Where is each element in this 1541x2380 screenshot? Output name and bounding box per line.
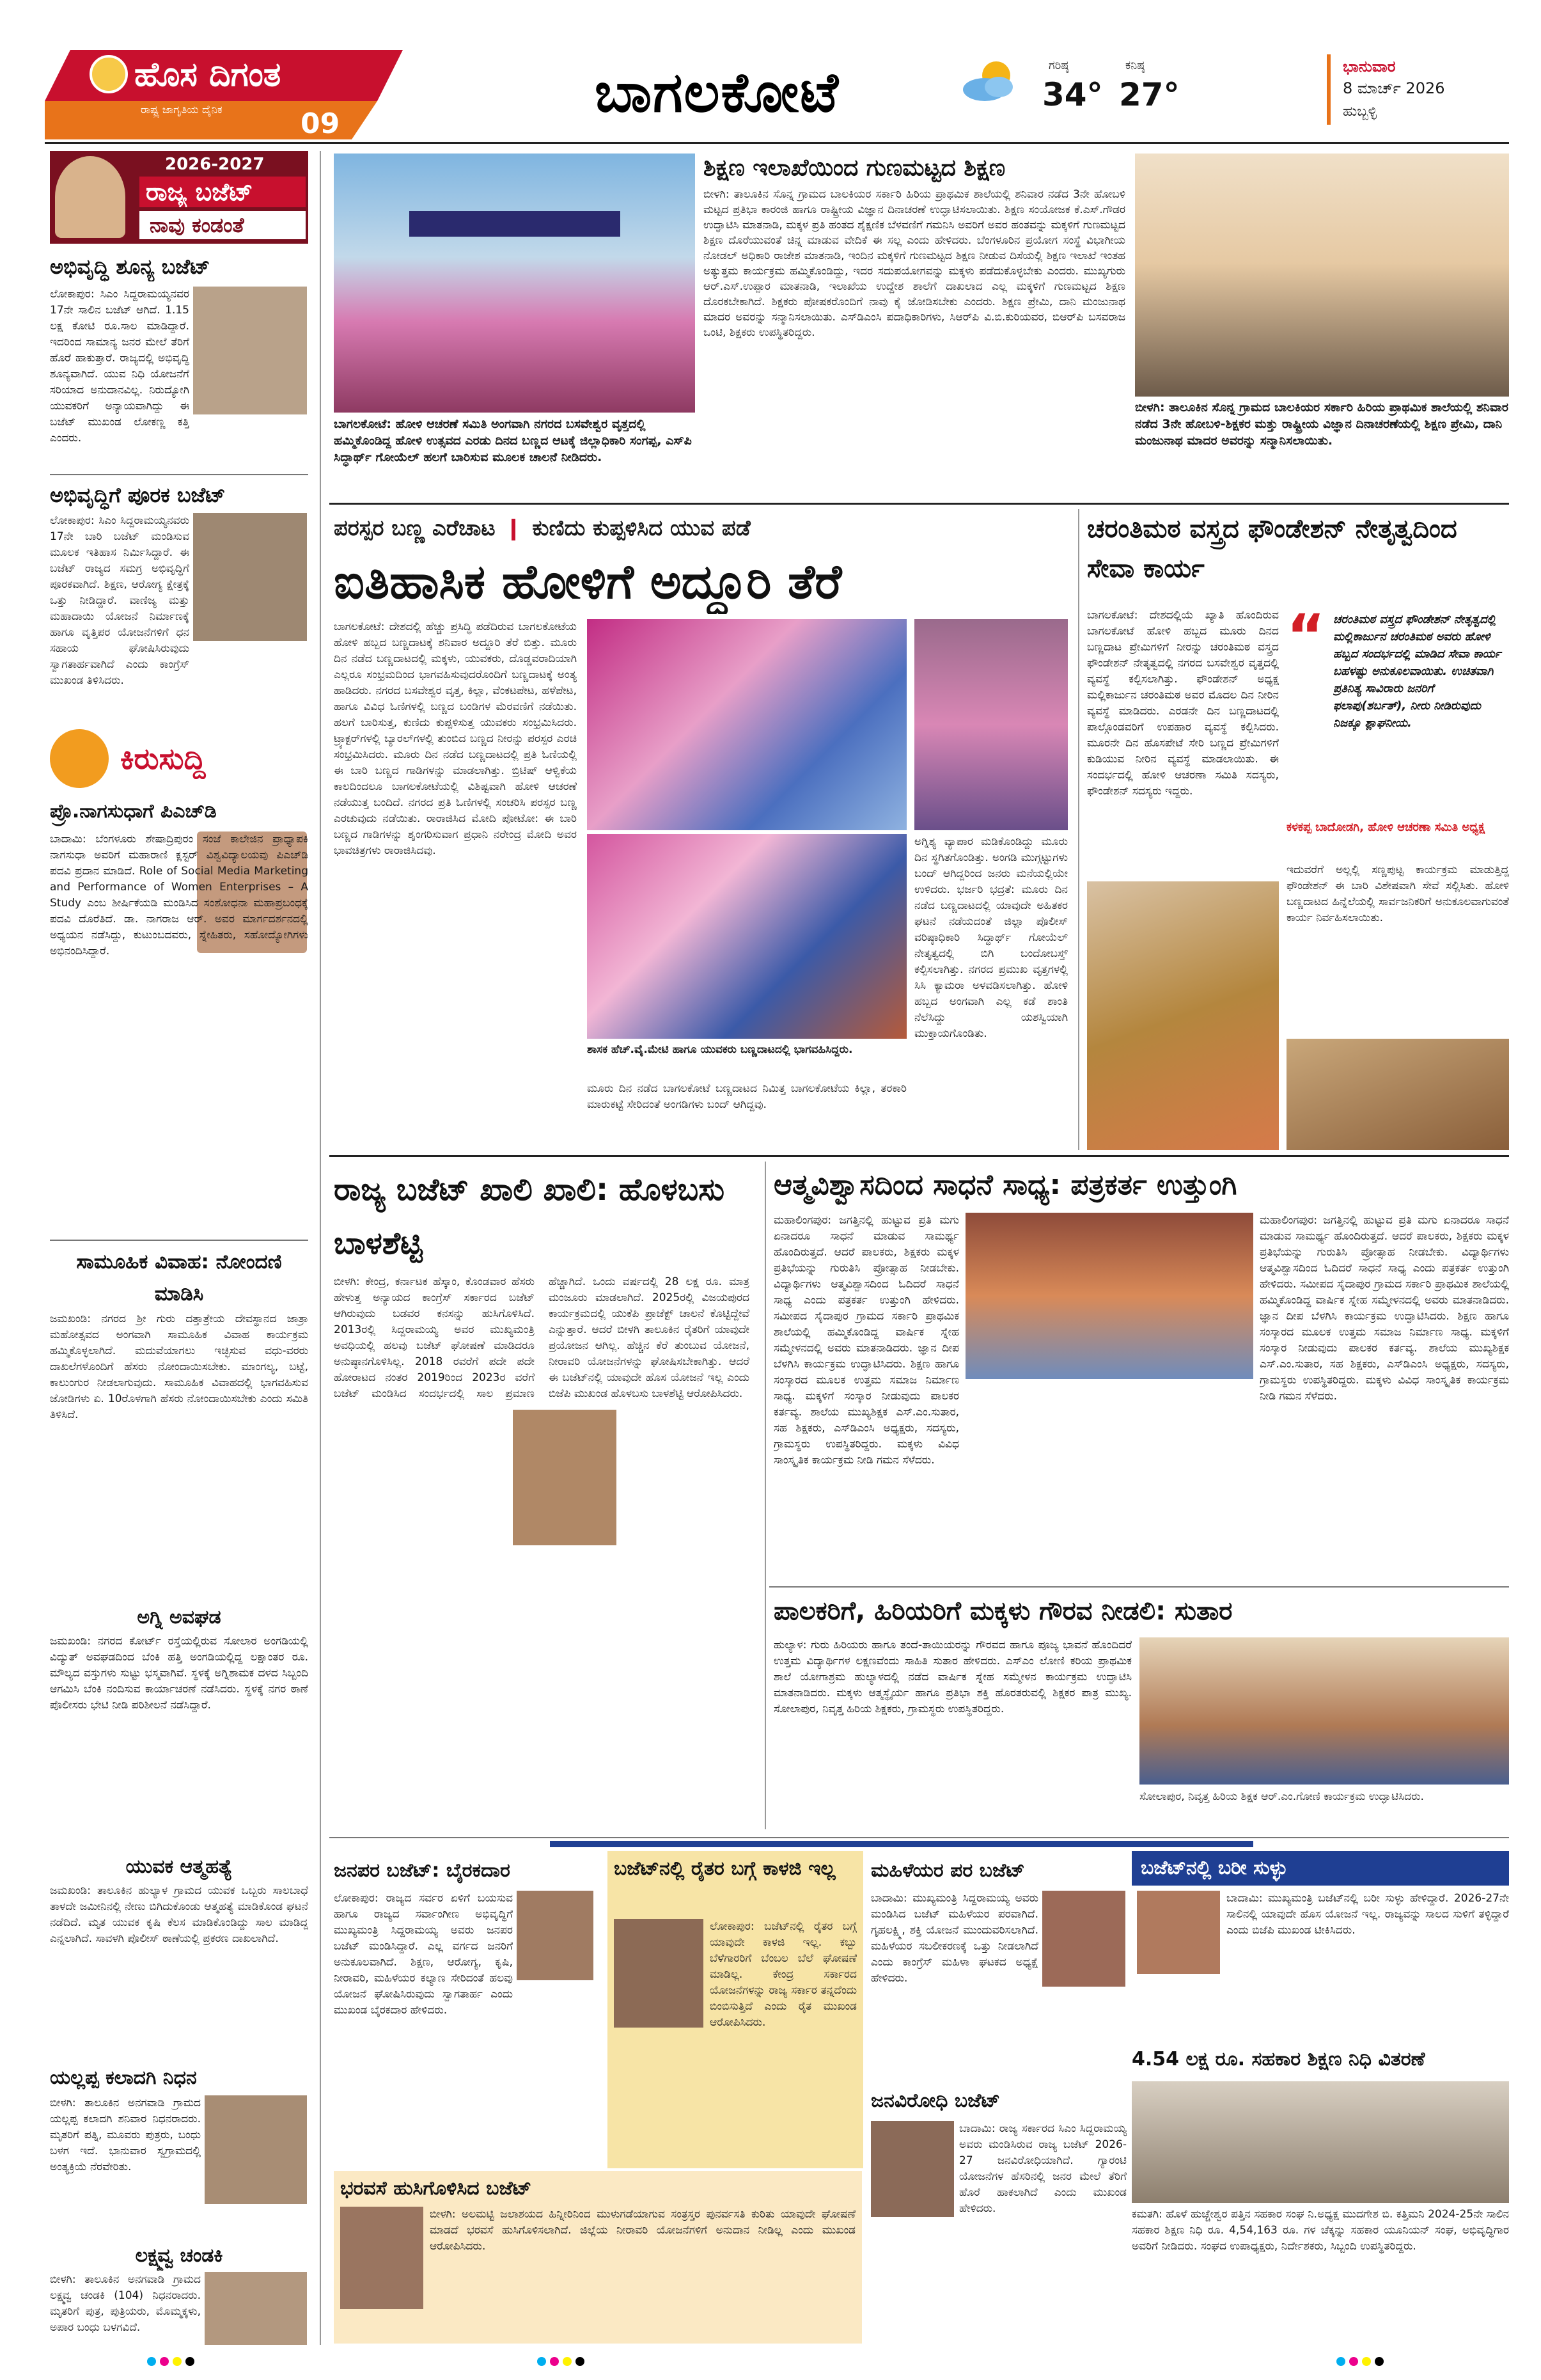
hand-icon: [50, 729, 109, 788]
atma-photo: [966, 1213, 1253, 1379]
bottom-story-6-photo: [871, 2121, 954, 2217]
atma-body-right: ಮಹಾಲಿಂಗಪುರ: ಜಗತ್ತಿನಲ್ಲಿ ಹುಟ್ಟುವ ಪ್ರತಿ ಮಗು ಏನಾದರೂ ಸಾಧನೆ ಮಾಡುವ ಸಾಮರ್ಥ್ಯ ಹೊಂದಿರುತ್ತದೆ. ಆದರೆ ಪಾಲಕರು, ಶಿಕ್ಷಕರು ಮಕ್ಕಳ ಪ್ರತಿಭೆಯನ್ನು ಗುರುತಿಸಿ ಪ್ರೋತ್ಸಾಹ ನೀಡಬೇಕು. ವಿದ್ಯಾರ್ಥಿಗಳು ಆತ್ಮವಿಶ್ವಾಸದಿಂದ ಓದಿದರೆ ಸಾಧನೆ ಸಾಧ್ಯ ಎಂದು ಪತ್ರಕರ್ತ ಉತ್ತುಂಗಿ ಹೇಳಿದರು. ಸಮೀಪದ ಸೈದಾಪುರ ಗ್ರಾಮದ ಸರ್ಕಾರಿ ಪ್ರಾಥಮಿಕ ಶಾಲೆಯಲ್ಲಿ ಹಮ್ಮಿಕೊಂಡಿದ್ದ ವಾರ್ಷಿಕ ಸ್ನೇಹ ಸಮ್ಮೇಳನದಲ್ಲಿ ಅವರು ಮಾತನಾಡಿದರು. ಜ್ಞಾನ ದೀಪ ಬೆಳಗಿಸಿ ಕಾರ್ಯಕ್ರಮ ಉದ್ಘಾಟಿಸಿದರು. ಶಿಕ್ಷಣ ಹಾಗೂ ಸಂಸ್ಕಾರದ ಮೂಲಕ ಉತ್ತಮ ಸಮಾಜ ನಿರ್ಮಾಣ ಸಾಧ್ಯ. ಮಕ್ಕಳಿಗೆ ಸಂಸ್ಕಾರ ನೀಡುವುದು ಪಾಲಕರ ಕರ್ತವ್ಯ. ಶಾಲೆಯ ಮುಖ್ಯಶಿಕ್ಷಕ ಎಸ್.ಎಂ.ಸುತಾರ, ಸಹ ಶಿಕ್ಷಕರು, ಎಸ್‌ಡಿಎಂಸಿ ಅಧ್ಯಕ್ಷರು, ಸದಸ್ಯರು, ಗ್ರಾಮಸ್ಥರು ಉಪಸ್ಥಿತರಿದ್ದರು. ಮಕ್ಕಳು ವಿವಿಧ ಸಾಂಸ್ಕೃತಿಕ ಕಾರ್ಯಕ್ರಮ ನೀಡಿ ಗಮನ ಸೆಳೆದರು.: [1260, 1214, 1509, 1403]
brand-logo-icon: [90, 55, 128, 93]
bottom-story-4-title: ಬಜೆಟ್‌ನಲ್ಲಿ ಬರೀ ಸುಳ್ಳು: [1141, 1857, 1288, 1879]
palakar-photo: [1139, 1637, 1509, 1785]
top-right-photo: [1135, 154, 1509, 397]
left-story-5-body: ಜಮಖಂಡಿ: ನಗರದ ಕೋರ್ಟ್ ರಸ್ತೆಯಲ್ಲಿರುವ ಸೋಲಾರ ಅಂಗಡಿಯಲ್ಲಿ ವಿದ್ಯುತ್ ಅವಘಡದಿಂದ ಬೆಂಕಿ ಹತ್ತಿ ಅಂಗಡಿಯಲ್ಲಿದ್ದ ಲಕ್ಷಾಂತರ ರೂ. ಮೌಲ್ಯದ ವಸ್ತುಗಳು ಸುಟ್ಟು ಭಸ್ಮವಾಗಿವೆ. ಸ್ಥಳಕ್ಕೆ ಅಗ್ನಿಶಾಮಕ ದಳದ ಸಿಬ್ಬಂದಿ ಆಗಮಿಸಿ ಬೆಂಕಿ ನಂದಿಸುವ ಕಾರ್ಯಾಚರಣೆ ನಡೆಸಿದರು. ಸ್ಥಳಕ್ಕೆ ನಗರ ಠಾಣೆ ಪೊಲೀಸರು ಭೇಟಿ ನೀಡಿ ಪರಿಶೀಲನೆ ನಡೆಸಿದ್ದಾರೆ.: [50, 1635, 308, 1712]
palakar-rule: [769, 1586, 1509, 1588]
budget-subtitle: ನಾವು ಕಂಡಂತೆ: [139, 211, 306, 239]
left-story-8-photo: [205, 2272, 307, 2345]
bottom-story-1-title: ಜನಪರ ಬಜೆಟ್: ಬೈರಕದಾರ: [334, 1859, 510, 1882]
left-story-1-title: ಅಭಿವೃದ್ಧಿ ಶೂನ್ಯ ಬಜೆಟ್: [50, 255, 210, 279]
charantimath-title: ಚರಂತಿಮಠ ವಸ್ತ್ರದ ಫೌಂಡೇಶನ್ ನೇತೃತ್ವದಿಂದ ಸೇವಾ ಕಾರ್ಯ: [1087, 514, 1457, 583]
bottom-story-7-photo: [1132, 2081, 1509, 2203]
budget-box: [50, 151, 308, 244]
bottom-story-1-body: ಲೋಕಾಪುರ: ರಾಜ್ಯದ ಸರ್ವರ ಏಳಿಗೆ ಬಯಸುವ ಹಾಗೂ ರಾಜ್ಯದ ಸರ್ವಾಂಗೀಣ ಅಭಿವೃದ್ಧಿಗೆ ಮುಖ್ಯಮಂತ್ರಿ ಸಿದ್ದರಾಮಯ್ಯ ಅವರು ಜನಪರ ಬಜೆಟ್ ಮಂಡಿಸಿದ್ದಾರೆ. ಎಲ್ಲ ವರ್ಗದ ಜನರಿಗೆ ಅನುಕೂಲವಾಗಿದೆ. ಶಿಕ್ಷಣ, ಆರೋಗ್ಯ, ಕೃಷಿ, ನೀರಾವರಿ, ಮಹಿಳೆಯರ ಕಲ್ಯಾಣ ಸೇರಿದಂತೆ ಹಲವು ಯೋಜನೆ ಘೋಷಿಸಿರುವುದು ಸ್ವಾಗತಾರ್ಹ ಎಂದು ಮುಖಂಡ ಬೈರಕದಾರ ಹೇಳಿದರು.: [334, 1892, 513, 2017]
budget-story-body-a: ಬೀಳಗಿ: ಕೇಂದ್ರ, ಕರ್ನಾಟಕ ಹೆಸ್ಕಾಂ, ಕೊಂಡವಾರ ಹೆಸರು ಹೇಳುತ್ತ ಅನ್ಯಾಯದ ಕಾಂಗ್ರೆಸ್ ಸರ್ಕಾರದ ಬಜೆಟ್ ಆಗಿರುವುದು ಬಡವರ ಕನಸನ್ನು ಹುಸಿಗೊಳಿಸಿದೆ. 2013ರಲ್ಲಿ ಸಿದ್ದರಾಮಯ್ಯ ಅವರ ಮುಖ್ಯಮಂತ್ರಿ ಅವಧಿಯಲ್ಲಿ ಹಲವು ಬಜೆಟ್ ಘೋಷಣೆ ಮಾಡಿದರೂ ಅನುಷ್ಠಾನಗೊಳಿಸಿಲ್ಲ. 2018 ರವರೆಗೆ ಪದೇ ಪದೇ ಹೋರಾಟದ ನಂತರ 2019ರಿಂದ 2023ರ ವರೆಗೆ ಬಜೆಟ್ ಮಂಡಿಸಿದ ಸಂದರ್ಭದಲ್ಲಿ ಸಾಲ ಪ್ರಮಾಣ ಹೆಚ್ಚಾಗಿದೆ. ಒಂದು ವರ್ಷದಲ್ಲಿ 28 ಲಕ್ಷ ರೂ. ಮಾತ್ರ ಮಂಜೂರು ಮಾಡಲಾಗಿದೆ. 2025ರಲ್ಲಿ ವಿಜಯಪುರದ ಕಾರ್ಯಕ್ರಮದಲ್ಲಿ ಯುಕೆಪಿ ಪ್ರಾಜೆಕ್ಟ್ ಚಾಲನೆ ಕೊಟ್ಟಿದ್ದೇವೆ ಎನ್ನುತ್ತಾರೆ. ಆದರೆ ಬೀಳಗಿ ತಾಲೂಕಿನ ರೈತರಿಗೆ ಯಾವುದೇ ಪ್ರಯೋಜನ ಆಗಿಲ್ಲ. ಹೆಚ್ಚಿನ ಕೆರೆ ತುಂಬುವ ಯೋಜನೆ, ನೀರಾವರಿ ಯೋಜನೆಗಳನ್ನು ಘೋಷಿಸಬೇಕಾಗಿತ್ತು. ಆದರೆ ಈ ಬಜೆಟ್‌ನಲ್ಲಿ ಯಾವುದೇ ಹೊಸ ಯೋಜನೆ ಇಲ್ಲ ಎಂದು ಬಿಜೆಪಿ ಮುಖಂಡ ಹೊಳಬಸು ಬಾಳಶೆಟ್ಟಿ ಆರೋಪಿಸಿದರು.: [334, 1275, 749, 1400]
left-story-2-title: ಅಭಿವೃದ್ಧಿಗೆ ಪೂರಕ ಬಜೆಟ್: [50, 483, 226, 507]
palakar-body: ಹುಲ್ಯಾಳ: ಗುರು ಹಿರಿಯರು ಹಾಗೂ ತಂದೆ-ತಾಯಿಯರನ್ನು ಗೌರವದ ಹಾಗೂ ಪೂಜ್ಯ ಭಾವನೆ ಹೊಂದಿದರೆ ಉತ್ತಮ ವಿದ್ಯಾರ್ಥಿಗಳ ಲಕ್ಷಣವೆಂದು ಸಾಹಿತಿ ಸುತಾರ ಹೇಳಿದರು. ಎಸ್‌ಎಂ ಲೋಣಿ ಕರಿಯ ಪ್ರಾಥಮಿಕ ಶಾಲೆ ಯೋಗಾಶ್ರಮ ಹುಲ್ಯಾಳದಲ್ಲಿ ನಡೆದ ವಾರ್ಷಿಕ ಸ್ನೇಹ ಸಮ್ಮೇಳನ ಕಾರ್ಯಕ್ರಮ ಉದ್ಘಾಟಿಸಿ ಮಾತನಾಡಿದರು. ಮಕ್ಕಳು ಆತ್ಮಸ್ಥೈರ್ಯ ಹಾಗೂ ಪ್ರತಿಭಾ ಶಕ್ತಿ ಹೊರತರುವಲ್ಲಿ ಶಿಕ್ಷಕರ ಪಾತ್ರ ಮುಖ್ಯ. ಸೋಲಾಪುರ, ನಿವೃತ್ತ ಹಿರಿಯ ಶಿಕ್ಷಕರು, ಗ್ರಾಮಸ್ಥರು ಉಪಸ್ಥಿತರಿದ್ದರು.: [774, 1639, 1132, 1715]
top-story-body: ಬೀಳಗಿ: ತಾಲೂಕಿನ ಸೊನ್ನ ಗ್ರಾಮದ ಬಾಲಕಿಯರ ಸರ್ಕಾರಿ ಹಿರಿಯ ಪ್ರಾಥಮಿಕ ಶಾಲೆಯಲ್ಲಿ ಶನಿವಾರ ನಡೆದ 3ನೇ ಹೋಬಳಿ ಮಟ್ಟದ ಪ್ರತಿಭಾ ಕಾರಂಜಿ ಹಾಗೂ ರಾಷ್ಟ್ರೀಯ ವಿಜ್ಞಾನ ದಿನಾಚರಣೆ ಉದ್ಘಾಟಿಸಲಾಯಿತು. ಶಿಕ್ಷಣ ಸಂಯೋಜಕ ಕೆ.ಎಸ್.ಗೌಡರ ಉದ್ಘಾಟಿಸಿ ಮಾತನಾಡಿ, ಮಕ್ಕಳ ಪ್ರತಿ ಹಂತದ ಶೈಕ್ಷಣಿಕ ಬೆಳವಣಿಗೆ ಗಮನಿಸಿ ಅವರಿಗೆ ಅವರ ಹಂತವನ್ನು ಮಕ್ಕಳಿಗೆ ಗುಣಮಟ್ಟದ ಶಿಕ್ಷಣ ದೊರೆಯುವಂತೆ ಚಿನ್ನ ಮಾಡುವ ವೇದಿಕೆ ಈ ಸಲ್ಲ ಎಂದು ಹೇಳಿದರು. ಬೆಂಗಳೂರಿನ ಪ್ರಯೋಗ ಸಂಸ್ಥೆ ವಿಭಾಗೀಯ ನೋಡಲ್ ಅಧಿಕಾರಿ ರಾಜೇಶ ಮಾತನಾಡಿ, ಇಂದಿನ ಮಕ್ಕಳಿಗೆ ಗುಣಮಟ್ಟದ ಶಿಕ್ಷಣ ನೀಡುವ ದಿಸೆಯಲ್ಲಿ ಶಿಕ್ಷಣ ಇಲಾಖೆ ಇಂತಹ ಅತ್ಯುತ್ತಮ ಕಾರ್ಯಕ್ರಮ ಹಮ್ಮಿಕೊಂಡಿದ್ದು, ಇದರ ಸದುಪಯೋಗವನ್ನು ಮಕ್ಕಳು ಪಡೆದುಕೊಳ್ಳಬೇಕು ಎಂದರು. ಮುಖ್ಯಗುರು ಆರ್.ಎಸ್.ಉಪ್ಪಾರ ಮಾತನಾಡಿ, ಇಲಾಖೆಯ ಉದ್ದೇಶ ಶಾಲೆಗೆ ದಾಖಲಾದ ಎಲ್ಲ ಮಕ್ಕಳಿಗೆ ಗುಣಮಟ್ಟದ ಶಿಕ್ಷಣ ದೊರಕಬೇಕಾಗಿದೆ. ಶಿಕ್ಷಕರು ಪೋಷಕರೊಂದಿಗೆ ನಾವು ಕೈ ಜೋಡಿಸಬೇಕು ಎಂದರು. ಶಿಕ್ಷಣ ಪ್ರೇಮಿ, ದಾನಿ ಮಂಜುನಾಥ ಮಾದರ ಅವರನ್ನು ಸನ್ಮಾನಿಸಲಾಯಿತು. ಎಸ್‌ಡಿಎಂಸಿ ಪದಾಧಿಕಾರಿಗಳು, ಸಿಆರ್‌ಪಿ ವಿ.ಬಿ.ಕುರಿಯವರ, ಬಿಆರ್‌ಪಿ ಬಸವರಾಜ ಒಂಟಿ, ಶಿಕ್ಷಕರು ಉಪಸ್ಥಿತರಿದ್ದರು.: [703, 188, 1125, 339]
min-temp-label: ಕನಿಷ್ಠ: [1125, 59, 1145, 72]
bottom-section-rule: [329, 1837, 1509, 1838]
bottom-story-3-body: ಬಾದಾಮಿ: ಮುಖ್ಯಮಂತ್ರಿ ಸಿದ್ದರಾಮಯ್ಯ ಅವರು ಮಂಡಿಸಿದ ಬಜೆಟ್ ಮಹಿಳೆಯರ ಪರವಾಗಿದೆ. ಗೃಹಲಕ್ಷ್ಮಿ, ಶಕ್ತಿ ಯೋಜನೆ ಮುಂದುವರಿಸಲಾಗಿದೆ. ಮಹಿಳೆಯರ ಸಬಲೀಕರಣಕ್ಕೆ ಒತ್ತು ನೀಡಲಾಗಿದೆ ಎಂದು ಕಾಂಗ್ರೆಸ್ ಮಹಿಳಾ ಘಟಕದ ಅಧ್ಯಕ್ಷೆ ಹೇಳಿದರು.: [871, 1892, 1038, 1985]
mid-row-rule: [329, 1155, 1509, 1157]
top-row-rule: [329, 503, 1509, 505]
left-divider-1: [50, 474, 308, 475]
bottom-story-5-box: [334, 2171, 862, 2344]
bottom-story-4-photo: [1137, 1891, 1220, 1974]
holi-body: ಬಾಗಲಕೋಟೆ: ದೇಶದಲ್ಲಿ ಹೆಚ್ಚು ಪ್ರಸಿದ್ಧಿ ಪಡೆದಿರುವ ಬಾಗಲಕೋಟೆಯ ಹೋಳಿ ಹಬ್ಬದ ಬಣ್ಣದಾಟಕ್ಕೆ ಶನಿವಾರ ಅದ್ದೂರಿ ತೆರೆ ಬಿತ್ತು. ಮೂರು ದಿನ ನಡೆದ ಬಣ್ಣದಾಟದಲ್ಲಿ ಮಕ್ಕಳು, ಯುವಕರು, ದೊಡ್ಡವರಾದಿಯಾಗಿ ಎಲ್ಲರೂ ಸಂಭ್ರಮದಿಂದ ಭಾಗವಹಿಸುವುದರೊಂದಿಗೆ ಬಣ್ಣದಾಟಕ್ಕೆ ಅಂತ್ಯ ಹಾಡಿದರು. ನಗರದ ಬಸವೇಶ್ವರ ವೃತ್ತ, ಕಿಲ್ಲಾ, ವೆಂಕಟಪೇಟ, ಹಳೆಪೇಟ, ಹಾಗೂ ವಿವಿಧ ಓಣಿಗಳಲ್ಲಿ ಬಣ್ಣದ ಬಂಡಿಗಳ ಮೆರವಣಿಗೆ ನಡೆಯಿತು. ಹಲಗೆ ಬಾರಿಸುತ್ತ, ಕುಣಿದು ಕುಪ್ಪಳಿಸುತ್ತ ಯುವಕರು ಸಂಭ್ರಮಿಸಿದರು. ಟ್ರ್ಯಾಕ್ಟರ್‌ಗಳಲ್ಲಿ ಬ್ಯಾರಲ್‌ಗಳಲ್ಲಿ ತುಂಬಿದ ಬಣ್ಣದ ನೀರನ್ನು ಪರಸ್ಪರ ಎರಚಿ ಸಂಭ್ರಮಿಸಿದರು. ಮೂರು ದಿನ ನಡೆದ ಬಣ್ಣದಾಟದಲ್ಲಿ ಪ್ರತಿ ಓಣಿಯಲ್ಲಿ ಈ ಬಾರಿ ಬಣ್ಣದ ಗಾಡಿಗಳನ್ನು ಮಾಡಲಾಗಿತ್ತು. ಬ್ರಿಟಿಷ್ ಆಳ್ವಿಕೆಯ ಕಾಲದಿಂದಲೂ ಬಾಗಲಕೋಟೆಯಲ್ಲಿ ವಿಶಿಷ್ಟವಾಗಿ ಹೋಳಿ ಆಚರಣೆ ನಡೆಯುತ್ತ ಬಂದಿದೆ. ನಗರದ ಪ್ರತಿ ಓಣಿಗಳಲ್ಲಿ ಸಂಚರಿಸಿ ಪರಸ್ಪರ ಬಣ್ಣ ಎರಚುವುದು ನಡೆಯಿತು. ರಾರಾಜಿಸಿದ ಮೋದಿ ಪೋಟೋ: ಈ ಬಾರಿ ಬಣ್ಣದ ಗಾಡಿಗಳನ್ನು ಶೃಂಗರಿಸುವಾಗ ಪ್ರಧಾನಿ ನರೇಂದ್ರ ಮೋದಿ ಅವರ ಭಾವಚಿತ್ರಗಳು ರಾರಾಜಿಸಿದವು.: [334, 620, 577, 857]
charantimath-quote: ಚರಂತಿಮಠ ವಸ್ತ್ರದ ಫೌಂಡೇಶನ್ ನೇತೃತ್ವದಲ್ಲಿ ಮಲ್ಲಿಕಾರ್ಜುನ ಚರಂತಿಮಠ ಅವರು ಹೋಳಿ ಹಬ್ಬದ ಸಂದರ್ಭದಲ್ಲಿ ಮಾಡಿದ ಸೇವಾ ಕಾರ್ಯ ಬಹಳಷ್ಟು ಅನುಕೂಲವಾಯಿತು. ಉಚಿತವಾಗಿ ಪ್ರತಿನಿತ್ಯ ಸಾವಿರಾರು ಜನರಿಗೆ ಫಲಾಪು(ಶರ್ಬತ್), ನೀರು ನೀಡಿರುವುದು ನಿಜಕ್ಕೂ ಶ್ಲಾಘನೀಯ.: [1333, 613, 1501, 730]
palakar-caption: ಸೋಲಾಪುರ, ನಿವೃತ್ತ ಹಿರಿಯ ಶಿಕ್ಷಕ ಆರ್.ಎಂ.ಗೋಣಿ ಕಾರ್ಯಕ್ರಮ ಉದ್ಘಾಟಿಸಿದರು.: [1139, 1790, 1424, 1803]
left-story-3-body: ಬಾದಾಮಿ: ಬೆಂಗಳೂರು ಶೇಷಾದ್ರಿಪುರಂ ಸಂಜೆ ಕಾಲೇಜಿನ ಪ್ರಾಧ್ಯಾಪಕಿ ನಾಗಸುಧಾ ಅವರಿಗೆ ಮಹಾರಾಣಿ ಕ್ಲಸ್ಟರ್ ವಿಶ್ವವಿದ್ಯಾಲಯವು ಪಿಎಚ್‌ಡಿ ಪದವಿ ಪ್ರದಾನ ಮಾಡಿದೆ. Role of Social Media Marketing and Performance of Women Enterprises – A Study ಎಂಬ ಶೀರ್ಷಿಕೆಯಡಿ ಮಂಡಿಸಿದ ಸಂಶೋಧನಾ ಮಹಾಪ್ರಬಂಧಕ್ಕೆ ಪದವಿ ದೊರೆತಿದೆ. ಡಾ. ನಾಗರಾಜ ಆರ್. ಅವರ ಮಾರ್ಗದರ್ಶನದಲ್ಲಿ ಅಧ್ಯಯನ ನಡೆಸಿದ್ದು, ಕುಟುಂಬದವರು, ಸ್ನೇಹಿತರು, ಸಹೋದ್ಯೋಗಿಗಳು ಅಭಿನಂದಿಸಿದ್ದಾರೆ.: [50, 833, 308, 958]
top-right-caption: ಬೀಳಗಿ: ತಾಲೂಕಿನ ಸೊನ್ನ ಗ್ರಾಮದ ಬಾಲಕಿಯರ ಸರ್ಕಾರಿ ಹಿರಿಯ ಪ್ರಾಥಮಿಕ ಶಾಲೆಯಲ್ಲಿ ಶನಿವಾರ ನಡೆದ 3ನೇ ಹೋಬಳಿ-ಶಿಕ್ಷಕರ ಮತ್ತು ರಾಷ್ಟ್ರೀಯ ವಿಜ್ಞಾನ ದಿನಾಚರಣೆಯಲ್ಲಿ ಶಿಕ್ಷಣ ಪ್ರೇಮಿ, ದಾನಿ ಮಂಜುನಾಥ ಮಾದರ ಅವರನ್ನು ಸನ್ಮಾನಿಸಲಾಯಿತು.: [1135, 400, 1508, 448]
palakar-title: ಪಾಲಕರಿಗೆ, ಹಿರಿಯರಿಗೆ ಮಕ್ಕಳು ಗೌರವ ನೀಡಲಿ: ಸುತಾರ: [774, 1596, 1233, 1626]
atma-body: ಮಹಾಲಿಂಗಪುರ: ಜಗತ್ತಿನಲ್ಲಿ ಹುಟ್ಟುವ ಪ್ರತಿ ಮಗು ಏನಾದರೂ ಸಾಧನೆ ಮಾಡುವ ಸಾಮರ್ಥ್ಯ ಹೊಂದಿರುತ್ತದೆ. ಆದರೆ ಪಾಲಕರು, ಶಿಕ್ಷಕರು ಮಕ್ಕಳ ಪ್ರತಿಭೆಯನ್ನು ಗುರುತಿಸಿ ಪ್ರೋತ್ಸಾಹ ನೀಡಬೇಕು. ವಿದ್ಯಾರ್ಥಿಗಳು ಆತ್ಮವಿಶ್ವಾಸದಿಂದ ಓದಿದರೆ ಸಾಧನೆ ಸಾಧ್ಯ ಎಂದು ಪತ್ರಕರ್ತ ಉತ್ತುಂಗಿ ಹೇಳಿದರು. ಸಮೀಪದ ಸೈದಾಪುರ ಗ್ರಾಮದ ಸರ್ಕಾರಿ ಪ್ರಾಥಮಿಕ ಶಾಲೆಯಲ್ಲಿ ಹಮ್ಮಿಕೊಂಡಿದ್ದ ವಾರ್ಷಿಕ ಸ್ನೇಹ ಸಮ್ಮೇಳನದಲ್ಲಿ ಅವರು ಮಾತನಾಡಿದರು. ಜ್ಞಾನ ದೀಪ ಬೆಳಗಿಸಿ ಕಾರ್ಯಕ್ರಮ ಉದ್ಘಾಟಿಸಿದರು. ಶಿಕ್ಷಣ ಹಾಗೂ ಸಂಸ್ಕಾರದ ಮೂಲಕ ಉತ್ತಮ ಸಮಾಜ ನಿರ್ಮಾಣ ಸಾಧ್ಯ. ಮಕ್ಕಳಿಗೆ ಸಂಸ್ಕಾರ ನೀಡುವುದು ಪಾಲಕರ ಕರ್ತವ್ಯ. ಶಾಲೆಯ ಮುಖ್ಯಶಿಕ್ಷಕ ಎಸ್.ಎಂ.ಸುತಾರ, ಸಹ ಶಿಕ್ಷಕರು, ಎಸ್‌ಡಿಎಂಸಿ ಅಧ್ಯಕ್ಷರು, ಸದಸ್ಯರು, ಗ್ರಾಮಸ್ಥರು ಉಪಸ್ಥಿತರಿದ್ದರು. ಮಕ್ಕಳು ವಿವಿಧ ಸಾಂಸ್ಕೃತಿಕ ಕಾರ್ಯಕ್ರಮ ನೀಡಿ ಗಮನ ಸೆಳೆದರು.: [774, 1214, 959, 1467]
brand-tagline: ರಾಷ್ಟ್ರ ಜಾಗೃತಿಯ ದೈನಿಕ: [141, 104, 223, 116]
bottom-story-5-title: ಭರವಸೆ ಹುಸಿಗೊಳಿಸಿದ ಬಜೆಟ್: [340, 2177, 532, 2200]
holi-side-body: ಮೂರು ದಿನ ನಡೆದ ಬಾಗಲಕೋಟೆ ಬಣ್ಣದಾಟದ ನಿಮಿತ್ತ ಬಾಗಲಕೋಟೆಯ ಕಿಲ್ಲಾ, ತರಕಾರಿ ಮಾರುಕಟ್ಟೆ ಸೇರಿದಂತೆ ಅಂಗಡಿಗಳು ಬಂದ್ ಆಗಿದ್ದವು.: [587, 1082, 907, 1111]
bottom-story-1-photo-a: [517, 1891, 593, 1980]
left-story-6-body: ಜಮಖಂಡಿ: ತಾಲೂಕಿನ ಹುಲ್ಯಾಳ ಗ್ರಾಮದ ಯುವಕ ಒಬ್ಬರು ಸಾಲಬಾಧೆ ತಾಳದೇ ಜಮೀನಿನಲ್ಲಿ ನೇಣು ಬಿಗಿದುಕೊಂಡು ಆತ್ಮಹತ್ಯೆ ಮಾಡಿಕೊಂಡ ಘಟನೆ ನಡೆದಿದೆ. ಮೃತ ಯುವಕ ಕೃಷಿ ಕೆಲಸ ಮಾಡಿಕೊಂಡಿದ್ದು ಸಾಲ ಮಾಡಿದ್ದ ಎನ್ನಲಾಗಿದೆ. ಸಾವಳಗಿ ಪೊಲೀಸ್ ಠಾಣೆಯಲ್ಲಿ ಪ್ರಕರಣ ದಾಖಲಾಗಿದೆ.: [50, 1884, 308, 1945]
brand-name: ಹೊಸ ದಿಗಂತ: [134, 56, 281, 94]
bottom-story-6-body: ಬಾದಾಮಿ: ರಾಜ್ಯ ಸರ್ಕಾರದ ಸಿಎಂ ಸಿದ್ದರಾಮಯ್ಯ ಅವರು ಮಂಡಿಸಿರುವ ರಾಜ್ಯ ಬಜೆಟ್ 2026-27 ಜನವಿರೋಧಿಯಾಗಿದೆ. ಗ್ಯಾರಂಟಿ ಯೋಜನೆಗಳ ಹೆಸರಿನಲ್ಲಿ ಜನರ ಮೇಲೆ ತೆರಿಗೆ ಹೊರೆ ಹಾಕಲಾಗಿದೆ ಎಂದು ಮುಖಂಡ ಹೇಳಿದರು.: [959, 2122, 1127, 2215]
budget-year: 2026-2027: [165, 155, 265, 174]
bottom-story-5-photo: [340, 2207, 423, 2309]
masthead-rule: [45, 142, 1509, 144]
left-story-1-photo: [193, 287, 307, 414]
budget-title: ರಾಜ್ಯ ಬಜೆಟ್: [139, 177, 306, 207]
left-story-5-title: ಅಗ್ನಿ ಅವಘಡ: [137, 1606, 221, 1628]
print-registration-marks-center: [537, 2356, 595, 2369]
page-number: 09: [301, 109, 340, 139]
weather-icon: [959, 50, 1023, 114]
left-divider-2: [50, 1240, 308, 1241]
bottom-story-2-title: ಬಜೆಟ್‌ನಲ್ಲಿ ರೈತರ ಬಗ್ಗೆ ಕಾಳಜಿ ಇಲ್ಲ: [614, 1857, 836, 1880]
holi-right-rule: [1078, 509, 1079, 1150]
left-story-7-title: ಯಲ್ಲಪ್ಪ ಕಲಾದಗಿ ನಿಧನ: [50, 2067, 197, 2089]
left-story-6-title: ಯುವಕ ಆತ್ಮಹತ್ಯೆ: [125, 1856, 233, 1878]
bottom-story-7-title: 4.54 ಲಕ್ಷ ರೂ. ಸಹಕಾರ ಶಿಕ್ಷಣ ನಿಧಿ ವಿತರಣೆ: [1132, 2048, 1425, 2070]
holi-kicker-1: ಪರಸ್ಪರ ಬಣ್ಣ ಎರೆಚಾಟ: [334, 516, 496, 541]
issue-city: ಹುಬ್ಬಳ್ಳಿ: [1343, 104, 1377, 120]
left-story-3-title: ಪ್ರೊ.ನಾಗಸುಧಾಗೆ ಪಿಎಚ್‌ಡಿ: [50, 800, 217, 823]
budget-right-rule: [765, 1162, 766, 1829]
left-story-1-body: ಲೋಕಾಪುರ: ಸಿಎಂ ಸಿದ್ದರಾಮಯ್ಯನವರ 17ನೇ ಸಾಲಿನ ಬಜೆಟ್ ಆಗಿದೆ. 1.15 ಲಕ್ಷ ಕೋಟಿ ರೂ.ಸಾಲ ಮಾಡಿದ್ದಾರೆ. ಇದರಿಂದ ಸಾಮಾನ್ಯ ಜನರ ಮೇಲೆ ತೆರಿಗೆ ಹೊರೆ ಹಾಕುತ್ತಾರೆ. ರಾಜ್ಯದಲ್ಲಿ ಅಭಿವೃದ್ಧಿ ಶೂನ್ಯವಾಗಿದೆ. ಯುವ ನಿಧಿ ಯೋಜನೆಗೆ ಸರಿಯಾದ ಅನುದಾನವಿಲ್ಲ. ನಿರುದ್ಯೋಗಿ ಯುವಕರಿಗೆ ಅನ್ಯಾಯವಾಗಿದ್ದು ಈ ಬಜೆಟ್ ಮುಖಂಡ ಲೋಕಣ್ಣ ಕತ್ತಿ ಎಂದರು.: [50, 288, 189, 445]
holi-body-2: ಅಗ್ನಿಶ್ಯ ವ್ಯಾಪಾರ ಮಡಿಕೊಂಡಿದ್ದು ಮೂರು ದಿನ ಸ್ಥಗಿತಗೊಂಡಿತ್ತು. ಅಂಗಡಿ ಮುಗ್ಗಟ್ಟುಗಳು ಬಂದ್ ಆಗಿದ್ದರಿಂದ ಜನರು ಮನೆಯಲ್ಲಿಯೇ ಉಳಿದರು. ಭರ್ಜರಿ ಭದ್ರತೆ: ಮೂರು ದಿನ ನಡೆದ ಬಣ್ಣದಾಟದಲ್ಲಿ ಯಾವುದೇ ಅಹಿತಕರ ಘಟನೆ ನಡೆಯದಂತೆ ಜಿಲ್ಲಾ ಪೊಲೀಸ್ ವರಿಷ್ಠಾಧಿಕಾರಿ ಸಿದ್ಧಾರ್ಥ್ ಗೋಯೆಲ್ ನೇತೃತ್ವದಲ್ಲಿ ಬಿಗಿ ಬಂದೋಬಸ್ತ್ ಕಲ್ಪಿಸಲಾಗಿತ್ತು. ನಗರದ ಪ್ರಮುಖ ವೃತ್ತಗಳಲ್ಲಿ ಸಿಸಿ ಕ್ಯಾಮರಾ ಅಳವಡಿಸಲಾಗಿತ್ತು. ಹೋಳಿ ಹಬ್ಬದ ಅಂಗವಾಗಿ ಎಲ್ಲ ಕಡೆ ಶಾಂತಿ ನೆಲೆಸಿದ್ದು ಯಶಸ್ವಿಯಾಗಿ ಮುಕ್ತಾಯಗೊಂಡಿತು.: [914, 835, 1068, 1040]
bottom-story-7-body: ಕಮತಗಿ: ಹೊಳೆ ಹುಚ್ಚೇಶ್ವರ ಪತ್ತಿನ ಸಹಕಾರ ಸಂಘ ನಿ.ಅಧ್ಯಕ್ಷ ಮುದಗೇಶ ಬಿ. ಕತ್ತಿಮನಿ 2024-25ನೇ ಸಾಲಿನ ಸಹಕಾರ ಶಿಕ್ಷಣ ನಿಧಿ ರೂ. 4,54,163 ರೂ. ಗಳ ಚೆಕ್ಕನ್ನು ಸಹಕಾರ ಯೂನಿಯನ್ ಸಂಘ, ಅಭಿವೃದ್ಧಿಗಾರ ಅವರಿಗೆ ನೀಡಿದರು. ಸಂಘದ ಉಪಾಧ್ಯಕ್ಷರು, ನಿರ್ದೇಶಕರು, ಸಿಬ್ಬಂದಿ ಉಪಸ್ಥಿತರಿದ್ದರು.: [1132, 2208, 1509, 2253]
holi-photo-3: [914, 619, 1068, 830]
bottom-story-5-body: ಬೀಳಗಿ: ಅಲಮಟ್ಟಿ ಜಲಾಶಯದ ಹಿನ್ನೀರಿನಿಂದ ಮುಳುಗಡೆಯಾಗುವ ಸಂತ್ರಸ್ತರ ಪುನರ್ವಸತಿ ಕುರಿತು ಯಾವುದೇ ಘೋಷಣೆ ಮಾಡದೆ ಭರವಸೆ ಹುಸಿಗೊಳಿಸಲಾಗಿದೆ. ಜಿಲ್ಲೆಯ ನೀರಾವರಿ ಯೋಜನೆಗಳಿಗೆ ಅನುದಾನ ನೀಡಿಲ್ಲ ಎಂದು ಮುಖಂಡ ಆರೋಪಿಸಿದರು.: [430, 2208, 856, 2253]
quote-icon: “: [1287, 611, 1326, 649]
bottom-story-3-photo: [1042, 1891, 1125, 1987]
holi-photo-2: [587, 834, 907, 1039]
left-story-8-body: ಬೀಳಗಿ: ತಾಲೂಕಿನ ಅನಗವಾಡಿ ಗ್ರಾಮದ ಲಕ್ಷ್ಮವ್ವ ಚಂಡಕಿ (104) ನಿಧನರಾದರು. ಮೃತರಿಗೆ ಪುತ್ರ, ಪುತ್ರಿಯರು, ಮೊಮ್ಮಕ್ಕಳು, ಅಪಾರ ಬಂಧು ಬಳಗವಿದೆ.: [50, 2273, 201, 2334]
bottom-story-2-box: [607, 1851, 863, 2168]
print-registration-marks-left: [147, 2356, 205, 2369]
charantimath-photo-2: [1287, 1039, 1509, 1150]
charantimath-body: ಬಾಗಲಕೋಟೆ: ದೇಶದಲ್ಲಿಯೆ ಖ್ಯಾತಿ ಹೊಂದಿರುವ ಬಾಗಲಕೋಟೆ ಹೋಳಿ ಹಬ್ಬದ ಮೂರು ದಿನದ ಬಣ್ಣದಾಟ ಪ್ರೇಮಿಗಳಿಗೆ ನೀರನ್ನು ಚರಂತಿಮಠ ವಸ್ತ್ರದ ಫೌಂಡೇಶನ್ ನೇತೃತ್ವದಲ್ಲಿ ನಗರದ ಬಸವೇಶ್ವರ ವೃತ್ತದಲ್ಲಿ ವ್ಯವಸ್ಥೆ ಕಲ್ಪಿಸಲಾಗಿತ್ತು. ಫೌಂಡೇಶನ್ ಅಧ್ಯಕ್ಷ ಮಲ್ಲಿಕಾರ್ಜುನ ಚರಂತಿಮಠ ಅವರ ಮೊದಲ ದಿನ ನೀರಿನ ವ್ಯವಸ್ಥೆ ಮಾಡಿದರು. ಎರಡನೇ ದಿನ ಬಣ್ಣದಾಟದಲ್ಲಿ ಪಾಲ್ಗೊಂಡವರಿಗೆ ಉಪಹಾರ ವ್ಯವಸ್ಥೆ ಕಲ್ಪಿಸಿದರು. ಮೂರನೇ ದಿನ ಹೊಸಪೇಟೆ ಸೇರಿ ಬಣ್ಣದ ಪ್ರೇಮಿಗಳಿಗೆ ಕುಡಿಯುವ ನೀರಿನ ವ್ಯವಸ್ಥೆ ಮಾಡಲಾಯಿತು. ಈ ಸಂದರ್ಭದಲ್ಲಿ ಹೋಳಿ ಆಚರಣಾ ಸಮಿತಿ ಸದಸ್ಯರು, ಫೌಂಡೇಶನ್ ಸದಸ್ಯರು ಇದ್ದರು.: [1087, 609, 1279, 798]
brand-block: [45, 50, 403, 139]
kicker-separator: [512, 519, 515, 540]
holi-kicker: [334, 510, 1069, 546]
cm-avatar: [55, 156, 125, 238]
charantimath-photo: [1087, 881, 1279, 1150]
edition-title: ಬಾಗಲಕೋಟೆ: [595, 61, 840, 125]
masthead: [0, 0, 1541, 147]
max-temp-label: ಗರಿಷ್ಠ: [1049, 59, 1069, 72]
issue-day: ಭಾನುವಾರ: [1343, 58, 1396, 75]
bottom-story-6-title: ಜನವಿರೋಧಿ ಬಜೆಟ್: [871, 2090, 1000, 2112]
holi-kicker-2: ಕುಣಿದು ಕುಪ್ಪಳಿಸಿದ ಯುವ ಪಡೆ: [532, 516, 751, 541]
bottom-story-2-body: ಲೋಕಾಪುರ: ಬಜೆಟ್‌ನಲ್ಲಿ ರೈತರ ಬಗ್ಗೆ ಯಾವುದೇ ಕಾಳಜಿ ಇಲ್ಲ. ಕಬ್ಬು ಬೆಳೆಗಾರರಿಗೆ ಬೆಂಬಲ ಬೆಲೆ ಘೋಷಣೆ ಮಾಡಿಲ್ಲ. ಕೇಂದ್ರ ಸರ್ಕಾರದ ಯೋಜನೆಗಳನ್ನು ರಾಜ್ಯ ಸರ್ಕಾರ ತನ್ನದೆಂದು ಬಿಂಬಿಸುತ್ತಿದೆ ಎಂದು ರೈತ ಮುಖಂಡ ಆರೋಪಿಸಿದರು.: [710, 1920, 857, 2029]
bottom-story-2-photo: [614, 1919, 703, 2028]
left-story-2-body: ಲೋಕಾಪುರ: ಸಿಎಂ ಸಿದ್ದರಾಮಯ್ಯನವರು 17ನೇ ಬಾರಿ ಬಜೆಟ್ ಮಂಡಿಸುವ ಮೂಲಕ ಇತಿಹಾಸ ನಿರ್ಮಿಸಿದ್ದಾರೆ. ಈ ಬಜೆಟ್ ರಾಜ್ಯದ ಸಮಗ್ರ ಅಭಿವೃದ್ಧಿಗೆ ಪೂರಕವಾಗಿದೆ. ಶಿಕ್ಷಣ, ಆರೋಗ್ಯ ಕ್ಷೇತ್ರಕ್ಕೆ ಒತ್ತು ನೀಡಿದ್ದಾರೆ. ವಾಣಿಜ್ಯ ಮತ್ತು ಮಹಾದಾಯಿ ಯೋಜನೆ ನಿರ್ಮಾಣಕ್ಕೆ ಹಾಗೂ ವೃತ್ತಿಪರ ಯೋಜನೆಗಳಿಗೆ ಧನ ಸಹಾಯ ಘೋಷಿಸಿರುವುದು ಸ್ವಾಗತಾರ್ಹವಾಗಿದೆ ಎಂದು ಕಾಂಗ್ರೆಸ್ ಮುಖಂಡ ತಿಳಿಸಿದರು.: [50, 514, 189, 687]
left-story-4-body: ಜಮಖಂಡಿ: ನಗರದ ಶ್ರೀ ಗುರು ದತ್ತಾತ್ರೇಯ ದೇವಸ್ಥಾನದ ಜಾತ್ರಾ ಮಹೋತ್ಸವದ ಅಂಗವಾಗಿ ಸಾಮೂಹಿಕ ವಿವಾಹ ಕಾರ್ಯಕ್ರಮ ಹಮ್ಮಿಕೊಳ್ಳಲಾಗಿದೆ. ಮದುವೆಯಾಗಲು ಇಚ್ಛಿಸುವ ವಧು-ವರರು ದಾಖಲೆಗಳೊಂದಿಗೆ ಹೆಸರು ನೋಂದಾಯಿಸಬೇಕು. ಮಾಂಗಲ್ಯ, ಬಟ್ಟೆ, ಕಾಲುಂಗುರ ನೀಡಲಾಗುವುದು. ಸಾಮೂಹಿಕ ವಿವಾಹದಲ್ಲಿ ಭಾಗವಹಿಸುವ ಜೋಡಿಗಳು ಏ. 10ರೊಳಗಾಗಿ ಹೆಸರು ನೋಂದಾಯಿಸಬೇಕು ಎಂದು ಸಮಿತಿ ತಿಳಿಸಿದೆ.: [50, 1312, 308, 1421]
top-left-photo-banner: [409, 211, 620, 237]
left-story-7-body: ಬೀಳಗಿ: ತಾಲೂಕಿನ ಅನಗವಾಡಿ ಗ್ರಾಮದ ಯಲ್ಲಪ್ಪ ಕಲಾದಗಿ ಶನಿವಾರ ನಿಧನರಾದರು. ಮೃತರಿಗೆ ಪತ್ನಿ, ಮೂವರು ಪುತ್ರರು, ಬಂಧು ಬಳಗ ಇದೆ. ಭಾನುವಾರ ಸ್ವಗ್ರಾಮದಲ್ಲಿ ಅಂತ್ಯಕ್ರಿಯೆ ನೆರವೇರಿತು.: [50, 2097, 201, 2173]
budget-story-title: ರಾಜ್ಯ ಬಜೆಟ್ ಖಾಲಿ ಖಾಲಿ: ಹೊಳಬಸು ಬಾಳಶೆಟ್ಟಿ: [334, 1172, 724, 1261]
bottom-story-4-title-box: [1132, 1851, 1509, 1886]
left-story-8-title: ಲಕ್ಷ್ಮವ್ವ ಚಂಡಕಿ: [135, 2244, 223, 2267]
min-temp: 27°: [1119, 76, 1180, 113]
bottom-story-3-title: ಮಹಿಳೆಯರ ಪರ ಬಜೆಟ್: [871, 1859, 1025, 1882]
left-story-4-title: ಸಾಮೂಹಿಕ ವಿವಾಹ: ನೋಂದಣಿ ಮಾಡಿಸಿ: [76, 1250, 282, 1305]
max-temp: 34°: [1042, 76, 1103, 113]
masthead-divider: [1327, 54, 1331, 125]
bottom-story-4-body: ಬಾದಾಮಿ: ಮುಖ್ಯಮಂತ್ರಿ ಬಜೆಟ್‌ನಲ್ಲಿ ಬರೀ ಸುಳ್ಳು ಹೇಳಿದ್ದಾರೆ. 2026-27ನೇ ಸಾಲಿನಲ್ಲಿ ಯಾವುದೇ ಹೊಸ ಯೋಜನೆ ಇಲ್ಲ. ರಾಜ್ಯವನ್ನು ಸಾಲದ ಸುಳಿಗೆ ತಳ್ಳಿದ್ದಾರೆ ಎಂದು ಬಿಜೆಪಿ ಮುಖಂಡ ಟೀಕಿಸಿದರು.: [1226, 1892, 1509, 1937]
top-story-title: ಶಿಕ್ಷಣ ಇಲಾಖೆಯಿಂದ ಗುಣಮಟ್ಟದ ಶಿಕ್ಷಣ: [703, 155, 1006, 181]
left-story-2-photo: [193, 513, 307, 641]
holi-photo-1: [587, 619, 907, 830]
issue-date: 8 ಮಾರ್ಚ್ 2026: [1343, 79, 1445, 97]
left-column-rule: [320, 151, 321, 2345]
budget-story-photo: [510, 1407, 619, 1548]
top-left-caption: ಬಾಗಲಕೋಟೆ: ಹೋಳಿ ಆಚರಣೆ ಸಮಿತಿ ಅಂಗವಾಗಿ ನಗರದ ಬಸವೇಶ್ವರ ವೃತ್ತದಲ್ಲಿ ಹಮ್ಮಿಕೊಂಡಿದ್ದ ಹೋಳಿ ಉತ್ಸವದ ಎರಡು ದಿನದ ಬಣ್ಣದ ಆಟಕ್ಕೆ ಜಿಲ್ಲಾಧಿಕಾರಿ ಸಂಗಪ್ಪ, ಎಸ್‌ಪಿ ಸಿದ್ಧಾರ್ಥ್ ಗೋಯೆಲ್ ಹಲಗೆ ಬಾರಿಸುವ ಮೂಲಕ ಚಾಲನೆ ನೀಡಿದರು.: [334, 417, 692, 464]
charantimath-body-2: ಇದುವರೆಗೆ ಅಲ್ಲಲ್ಲಿ ಸಣ್ಣಪುಟ್ಟ ಕಾರ್ಯಕ್ರಮ ಮಾಡುತ್ತಿದ್ದ ಫೌಂಡೇಶನ್ ಈ ಬಾರಿ ವಿಶೇಷವಾಗಿ ಸೇವೆ ಸಲ್ಲಿಸಿತು. ಹೋಳಿ ಬಣ್ಣದಾಟದ ಹಿನ್ನೆಲೆಯಲ್ಲಿ ಸಾರ್ವಜನಿಕರಿಗೆ ಅನುಕೂಲವಾಗುವಂತೆ ಕಾರ್ಯ ನಿರ್ವಹಿಸಲಾಯಿತು.: [1287, 863, 1509, 924]
section-blue-bar: [550, 1841, 1253, 1847]
kiru-suddi-label: ಕಿರುಸುದ್ದಿ: [120, 741, 206, 776]
atma-title: ಆತ್ಮವಿಶ್ವಾಸದಿಂದ ಸಾಧನೆ ಸಾಧ್ಯ: ಪತ್ರಕರ್ತ ಉತ್ತುಂಗಿ: [774, 1169, 1237, 1201]
charantimath-quote-by: ಕಳಕಪ್ಪ ಬಾದೋಡಗಿ, ಹೋಳಿ ಆಚರಣಾ ಸಮಿತಿ ಅಧ್ಯಕ್ಷ: [1287, 821, 1485, 834]
holi-photo-caption: ಶಾಸಕ ಹೆಚ್.ವೈ.ಮೇಟಿ ಹಾಗೂ ಯುವಕರು ಬಣ್ಣದಾಟದಲ್ಲಿ ಭಾಗವಹಿಸಿದ್ದರು.: [587, 1043, 853, 1056]
left-story-7-photo: [205, 2095, 307, 2204]
holi-title: ಐತಿಹಾಸಿಕ ಹೋಳಿಗೆ ಅದ್ದೂರಿ ತೆರೆ: [334, 555, 842, 610]
kiru-suddi-banner: [50, 729, 308, 788]
top-left-photo: [334, 154, 695, 413]
left-column: [45, 151, 313, 2345]
print-registration-marks-right: [1336, 2356, 1394, 2369]
